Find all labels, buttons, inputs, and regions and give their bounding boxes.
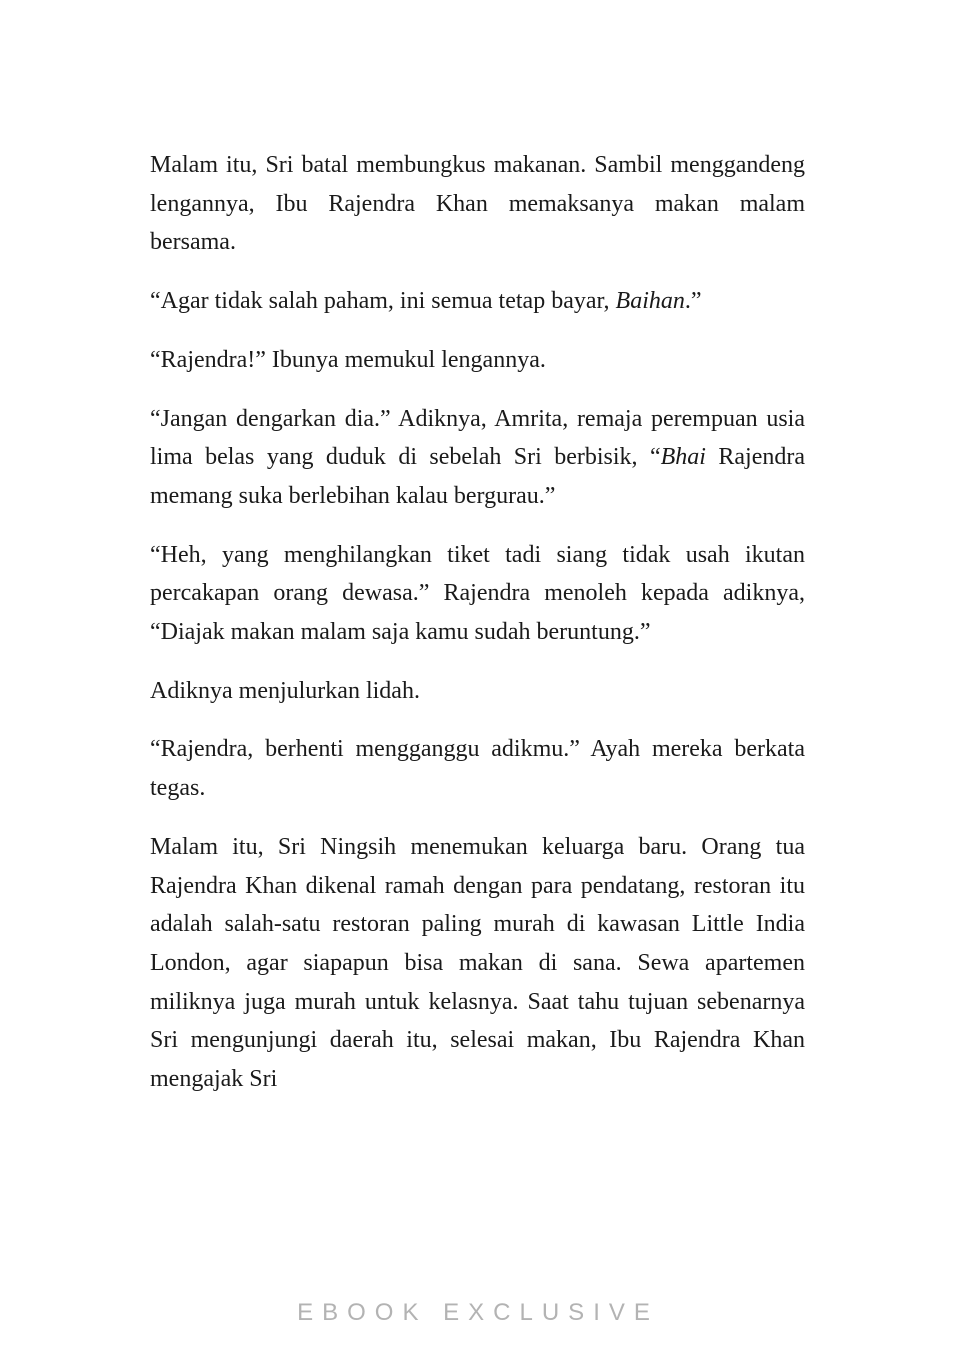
- paragraph-8: Malam itu, Sri Ningsih menemukan keluarga baru. Orang tua Rajendra Khan dikenal ramah dengan para pendatang, restoran itu adalah salah-satu restoran paling murah di kawasan Little India London, agar siapapun bisa makan di sana. Sewa apartemen miliknya juga murah untuk kelasnya. Saat tahu tujuan sebenarnya Sri mengunjungi daerah itu, selesai makan, Ibu Rajendra Khan mengajak Sri: [150, 833, 805, 1093]
- paragraph-4: [150, 400, 805, 516]
- paragraph-2-text-after: .”: [684, 288, 702, 315]
- paragraph-7: “Rajendra, berhenti mengganggu adikmu.” Ayah mereka berkata tegas.: [150, 736, 805, 802]
- ebook-exclusive-footer: EBOOK EXCLUSIVE: [297, 1299, 659, 1326]
- paragraph-3: “Rajendra!” Ibunya memukul lengannya.: [150, 346, 546, 373]
- paragraph-1: Malam itu, Sri batal membungkus makanan. Sambil menggandeng lengannya, Ibu Rajendra Khan memaksanya makan malam bersama.: [150, 152, 805, 256]
- paragraph-2: [150, 282, 805, 321]
- paragraph-5: “Heh, yang menghilangkan tiket tadi siang tidak usah ikutan percakapan orang dewasa.” Rajendra menoleh kepada adiknya, “Diajak makan malam saja kamu sudah beruntung.”: [150, 541, 805, 646]
- paragraph-4-text-after: Rajendra memang suka berlebihan kalau bergurau.”: [150, 444, 806, 509]
- paragraph-2-text-before: “Agar tidak salah paham, ini semua tetap bayar,: [150, 288, 616, 315]
- body-text: [150, 146, 805, 1099]
- paragraph-6: Adiknya menjulurkan lidah.: [150, 677, 420, 704]
- italic-word-bhai: Bhai: [660, 444, 706, 471]
- paragraph-4-text-before: “Jangan dengarkan dia.” Adiknya, Amrita, remaja perempuan usia lima belas yang duduk di sebelah Sri berbisik, “: [150, 405, 805, 471]
- italic-word-baihan: Baihan: [615, 288, 685, 315]
